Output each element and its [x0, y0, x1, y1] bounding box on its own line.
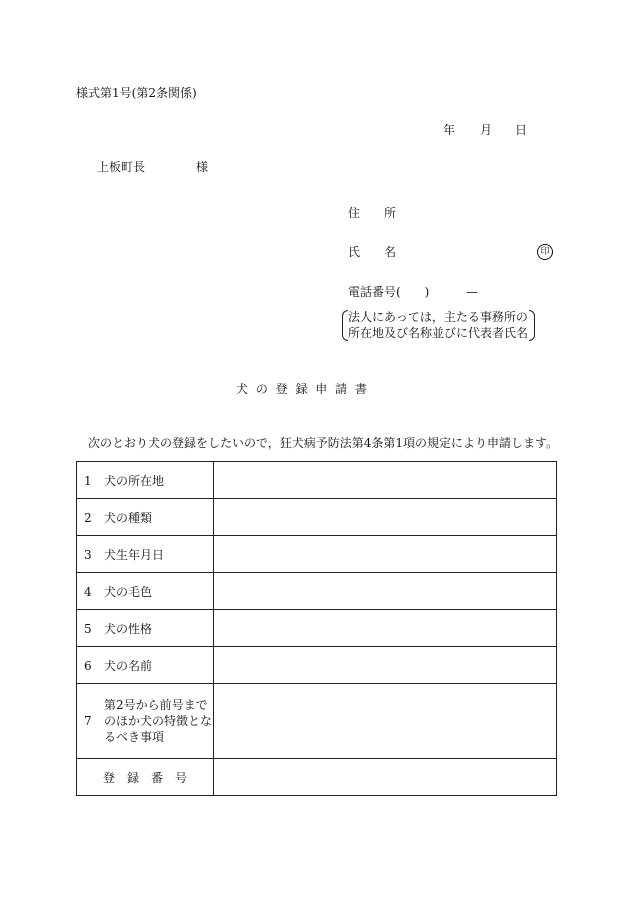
phone-dash: —: [466, 285, 478, 299]
dog-name-field[interactable]: [214, 647, 557, 684]
address-label: 住 所: [348, 206, 403, 220]
dog-registration-table: [76, 461, 557, 796]
table-row: [77, 536, 557, 573]
name-label: 氏 名: [348, 245, 403, 259]
row-label: 7 第2号から前号まで のほか犬の特徴とな るべき事項: [77, 684, 214, 759]
table-row: [77, 462, 557, 499]
date-day: 日: [515, 123, 528, 137]
row-label: 5 犬の性格: [77, 610, 214, 647]
document-title: 犬 の 登 録 申 請 書: [236, 382, 367, 396]
row-label: 1 犬の所在地: [77, 462, 214, 499]
table-row: [77, 499, 557, 536]
date-year: 年: [443, 123, 456, 137]
seal-mark: 印: [537, 244, 553, 260]
corporate-note-line2: 所在地及び名称並びに代表者氏名: [348, 326, 529, 340]
date-month: 月: [480, 123, 493, 137]
addressee-honorific: 様: [196, 160, 209, 174]
form-number: 様式第1号(第2条関係): [76, 86, 197, 100]
registration-number-field[interactable]: [214, 759, 557, 796]
table-row: [77, 684, 557, 759]
dog-temperament-field[interactable]: [214, 610, 557, 647]
addressee-mayor: 上板町長: [97, 160, 146, 174]
row-label: 2 犬の種類: [77, 499, 214, 536]
dog-birthdate-field[interactable]: [214, 536, 557, 573]
row-label: 4 犬の毛色: [77, 573, 214, 610]
corporate-note-line1: 法人にあっては，主たる事務所の: [348, 310, 528, 324]
row-label: 3 犬生年月日: [77, 536, 214, 573]
phone-label: 電話番号( ): [348, 285, 430, 299]
table-row: [77, 759, 557, 796]
dog-breed-field[interactable]: [214, 499, 557, 536]
table-row: [77, 647, 557, 684]
intro-text: 次のとおり犬の登録をしたいので，狂犬病予防法第4条第1項の規定により申請します。: [88, 436, 559, 450]
row-label: 6 犬の名前: [77, 647, 214, 684]
dog-features-field[interactable]: [214, 684, 557, 759]
registration-number-label: 登 録 番 号: [77, 759, 214, 796]
table-row: [77, 573, 557, 610]
dog-coat-color-field[interactable]: [214, 573, 557, 610]
table-row: [77, 610, 557, 647]
corporate-note-right-bracket: [529, 310, 535, 341]
dog-location-field[interactable]: [214, 462, 557, 499]
